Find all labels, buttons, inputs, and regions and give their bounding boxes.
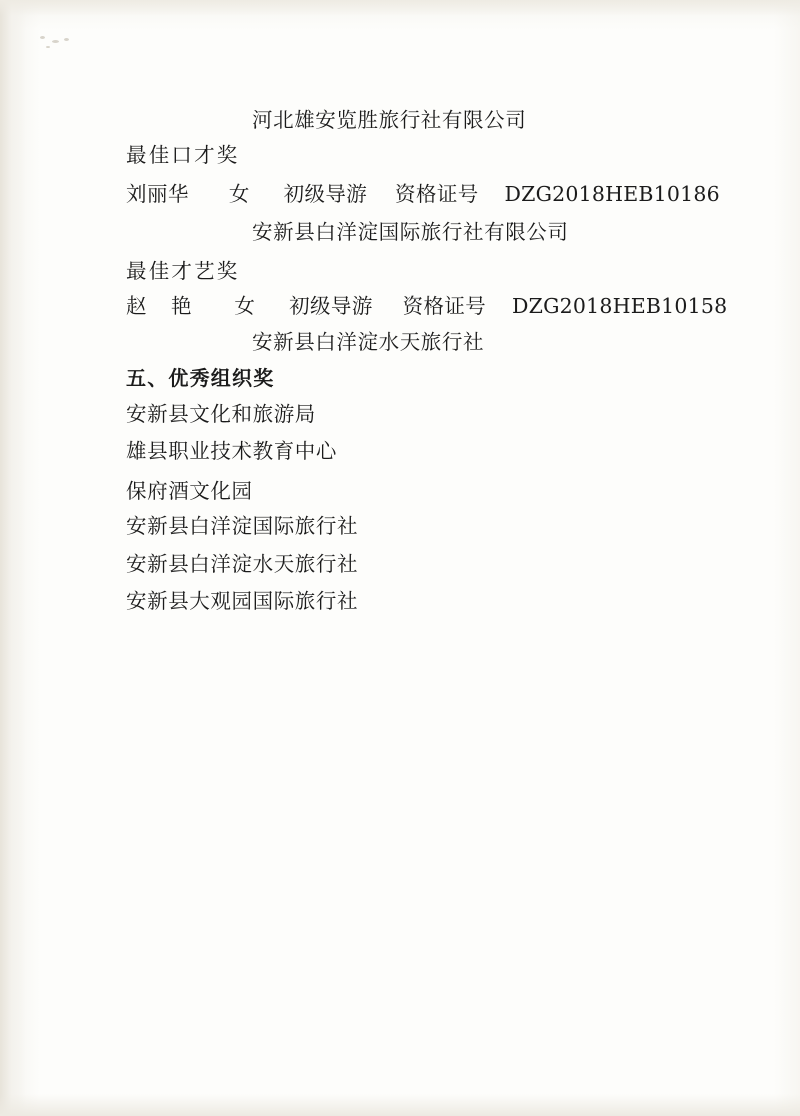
page-top-shadow [0,0,800,16]
awardee-name: 赵 艳 [126,294,201,318]
company-line: 河北雄安览胜旅行社有限公司 [252,108,527,132]
list-item: 保府酒文化园 [126,479,253,503]
section-heading-outstanding-organization: 五、优秀组织奖 [126,366,275,390]
award-title-best-talent: 最佳才艺奖 [126,259,240,283]
page-left-shadow [0,0,26,1116]
certificate-label: 资格证号 [395,182,479,206]
scan-speck [40,36,45,39]
awardee-guide-level: 初级导游 [289,294,373,318]
list-item: 安新县白洋淀水天旅行社 [126,552,359,576]
page-bottom-shadow [0,1094,800,1116]
awardee-guide-level: 初级导游 [283,182,368,206]
awardee-gender: 女 [234,294,256,318]
certificate-number: DZG2018HEB10158 [512,294,728,318]
scan-speck [46,46,50,48]
company-line: 安新县白洋淀国际旅行社有限公司 [252,220,569,244]
awardee-name: 刘丽华 [126,182,189,206]
list-item: 安新县白洋淀国际旅行社 [126,514,359,538]
awardee-gender: 女 [228,182,250,206]
award-title-best-eloquence: 最佳口才奖 [126,143,240,167]
list-item: 雄县职业技术教育中心 [126,439,337,463]
scan-speck [64,38,69,41]
certificate-label: 资格证号 [402,294,487,318]
scan-speck [52,40,59,43]
awardee-row [126,296,727,317]
awardee-row [126,184,720,205]
company-line: 安新县白洋淀水天旅行社 [252,330,485,354]
certificate-number: DZG2018HEB10186 [504,182,720,206]
list-item: 安新县文化和旅游局 [126,402,316,426]
list-item: 安新县大观园国际旅行社 [126,589,359,613]
